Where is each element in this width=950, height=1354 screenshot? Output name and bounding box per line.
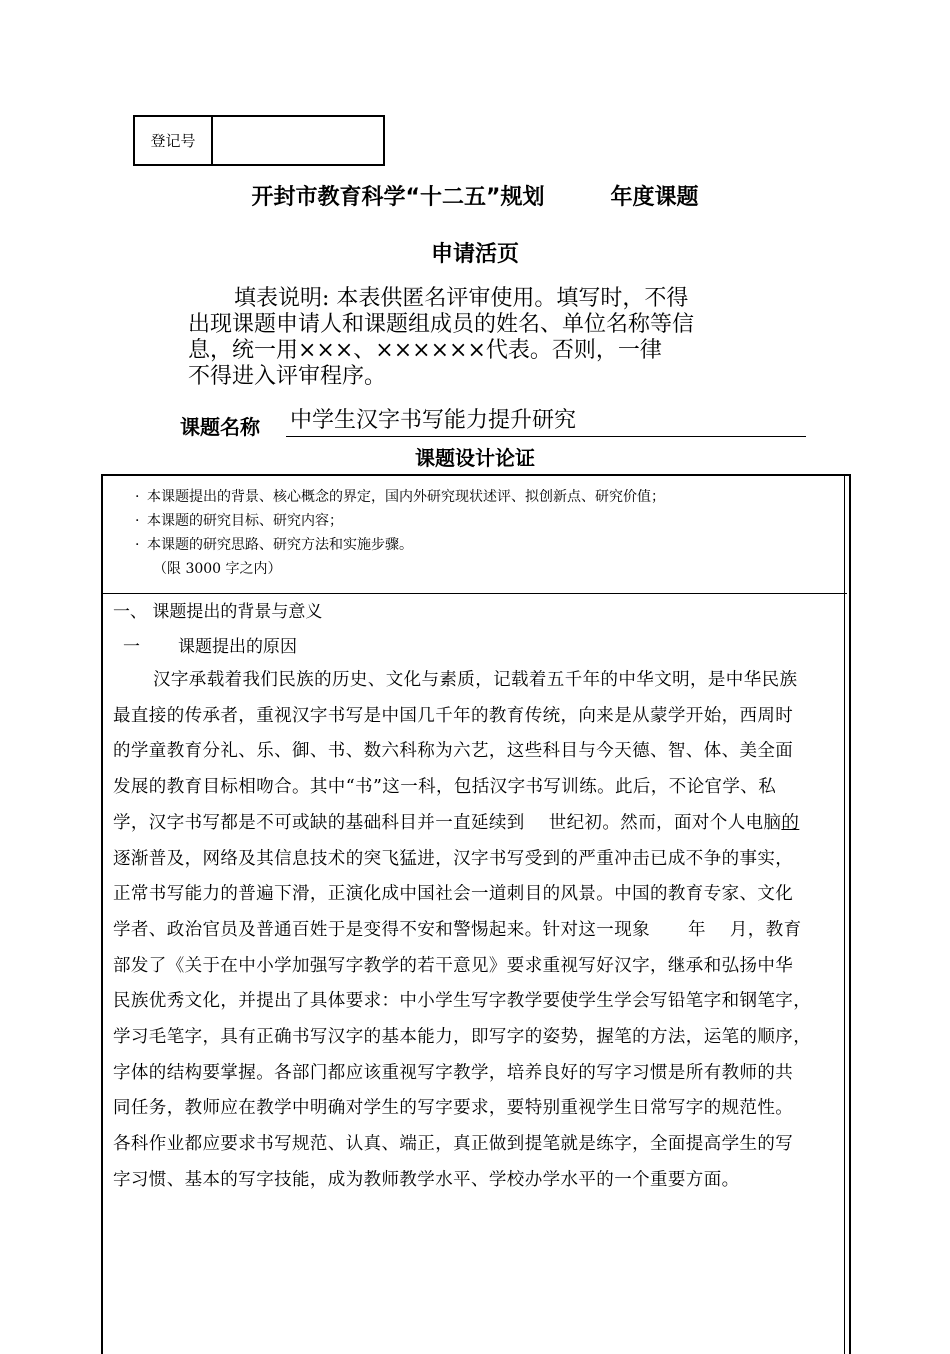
registration-number-field[interactable]	[213, 117, 383, 164]
design-argument-table	[101, 474, 851, 1354]
paragraph-line: 学者、政治官员及普通百姓于是变得不安和警惕起来。针对这一现象 年 月，教育	[113, 919, 802, 940]
instructions-line4: 不得进入评审程序。	[188, 364, 387, 389]
topic-name-field[interactable]: 中学生汉字书写能力提升研究	[286, 407, 806, 437]
paragraph-line: 字习惯、基本的写字技能，成为教师教学水平、学校办学水平的一个重要方面。	[113, 1169, 740, 1190]
guideline-item: · 本课题提出的背景、核心概念的界定，国内外研究现状述评、拟创新点、研究价值；	[135, 489, 665, 505]
paragraph	[113, 663, 841, 1199]
paragraph-line: 同任务，教师应在教学中明确对学生的写字要求，要特别重视学生日常写字的规范性。	[113, 1098, 794, 1119]
paragraph-line: 字体的结构要掌握。各部门都应该重视写字教学，培养良好的写字习惯是所有教师的共	[113, 1062, 794, 1083]
guideline-limit: （限 3000 字之内）	[153, 561, 282, 577]
paragraph-line: 部发了《关于在中小学加强写字教学的若干意见》要求重视写好汉字，继承和弘扬中华	[113, 955, 794, 976]
guideline-item: · 本课题的研究目标、研究内容；	[135, 513, 343, 529]
instructions-line2: 出现课题申请人和课题组成员的姓名、单位名称等信	[188, 312, 695, 337]
instructions-line3: 息，统一用×××、××××××代表。否则，一律	[188, 338, 662, 363]
instructions-lead: 填表说明:	[234, 286, 330, 311]
guidelines-cell	[103, 476, 847, 594]
paragraph-line: 逐渐普及，网络及其信息技术的突飞猛进，汉字书写受到的严重冲击已成不争的事实，	[113, 848, 794, 869]
paragraph-line: 民族优秀文化，并提出了具体要求：中小学生写字教学要使学生学会写铅笔字和钢笔字，	[113, 991, 812, 1012]
instructions	[188, 286, 778, 390]
paragraph-line: 最直接的传承者，重视汉字书写是中国几千年的教育传统，向来是从蒙学开始，西周时	[113, 705, 794, 726]
paragraph-line: 学，汉字书写都是不可或缺的基础科目并一直延续到 世纪初。然而，面对个人电脑的	[113, 812, 800, 833]
title-part1: 开封市教育科学“十二五”规划	[251, 185, 545, 210]
paragraph-line: 学习毛笔字，具有正确书写汉字的基本能力，即写字的姿势，握笔的方法，运笔的顺序，	[113, 1027, 812, 1048]
paragraph-line: 发展的教育目标相吻合。其中“书”这一科，包括汉字书写训练。此后，不论官学、私	[113, 777, 777, 798]
section-heading: 一、 课题提出的背景与意义	[113, 602, 323, 622]
document-title	[0, 180, 950, 211]
subsection-heading: 一 课题提出的原因	[123, 637, 297, 657]
document-subtitle: 申请活页	[430, 242, 519, 267]
guideline-item: · 本课题的研究思路、研究方法和实施步骤。	[135, 537, 413, 553]
paragraph-line: 汉字承载着我们民族的历史、文化与素质，记载着五千年的中华文明，是中华民族	[153, 670, 798, 690]
paragraph-line: 正常书写能力的普遍下滑，正演化成中国社会一道刺目的风景。中国的教育专家、文化	[113, 884, 794, 905]
instructions-line1: 本表供匿名评审使用。填写时，不得	[336, 286, 689, 311]
section-title: 课题设计论证	[415, 446, 535, 470]
paragraph-line: 各科作业都应要求书写规范、认真、端正，真正做到提笔就是练字，全面提高学生的写	[113, 1134, 794, 1155]
registration-label: 登记号	[135, 117, 213, 164]
registration-box	[133, 115, 385, 166]
topic-label: 课题名称	[180, 415, 260, 439]
topic-row	[180, 407, 808, 440]
paragraph-line: 的学童教育分礼、乐、御、书、数六科称为六艺，这些科目与今天德、智、体、美全面	[113, 741, 794, 762]
title-part2: 年度课题	[610, 185, 699, 210]
